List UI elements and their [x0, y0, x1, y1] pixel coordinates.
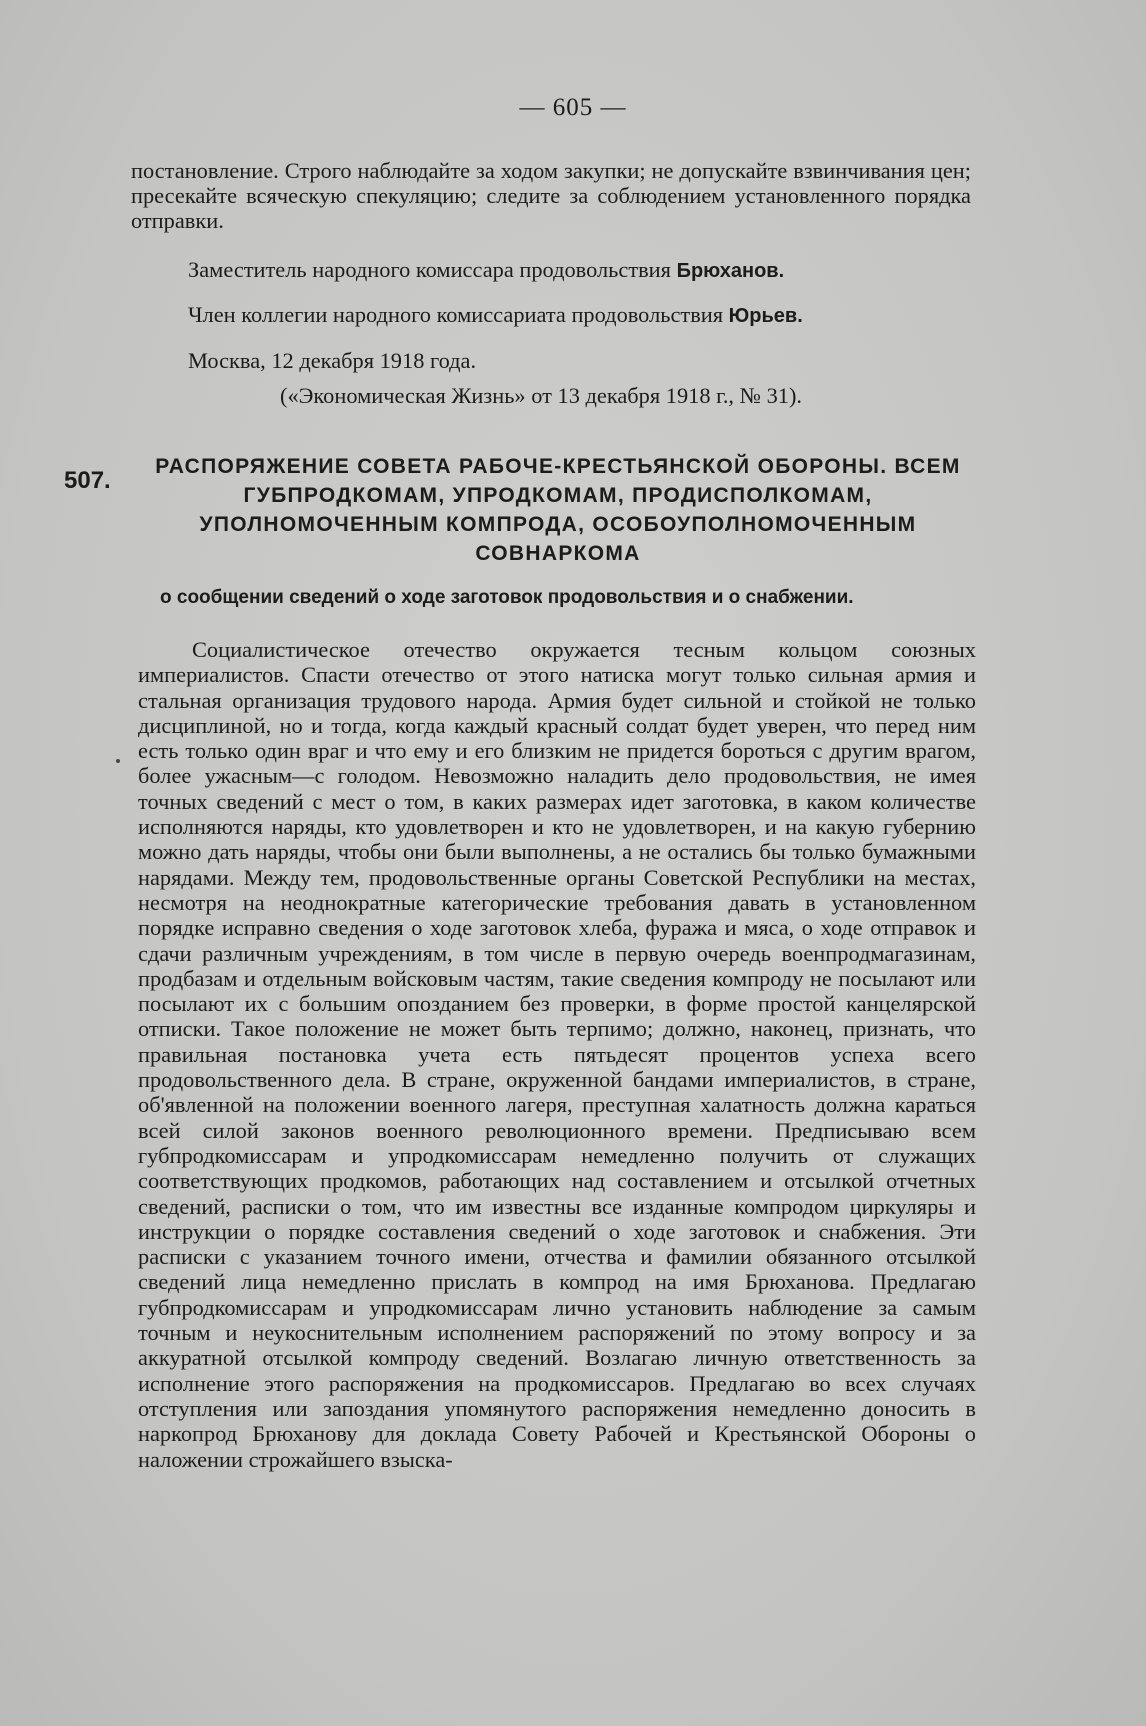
- signature-name: Брюханов.: [676, 260, 785, 282]
- signature-line-member: [188, 302, 803, 328]
- document-body: Социалистическое отечество окружается тесным кольцом союзных империалистов. Спасти отечество от этого натиска могут только сильная армия и стальная организация трудового народа. Армия будет сильной и стойкой не только дисциплиной, но и тогда, когда каждый красный солдат будет уверен, что перед ним есть только один враг и что ему и его близким не придется бороться с другим врагом, более ужасным—с голодом. Невозможно наладить дело продовольствия, не имея точных сведений с мест о том, в каких размерах идет заготовка, в каком количестве исполняются наряды, кто удовлетворен и кто не удовлетворен, и на какую губернию можно дать наряды, чтобы они были выполнены, а не остались бы только бумажными нарядами. Между тем, продовольственные органы Советской Республики на местах, несмотря на неоднократные категорические требования давать в установленном порядке исправно сведения о ходе заготовок хлеба, фуража и мяса, о ходе отправок и сдачи различным учреждениям, в том числе в первую очередь военпродмагазинам, продбазам и отдельным войсковым частям, такие сведения компроду не посылают или посылают их с большим опозданием без проверки, в форме простой канцелярской отписки. Такое положение не может быть терпимо; должно, наконец, признать, что правильная постановка учета есть пятьдесят процентов успеха всего продовольственного дела. В стране, окруженной бандами империалистов, в стране, об'явленной на положении военного лагеря, преступная халатность должна караться всей силой законов военного революционного времени. Предписываю всем губпродкомиссарам и упродкомиссарам немедленно получить от служащих соответствующих продкомов, работающих над составлением и отсылкой отчетных сведений, расписки о том, что им известны все изданные компродом циркуляры и инструкции о порядке составления сведений о ходе заготовок и снабжения. Эти расписки с указанием точного имени, отчества и фамилии обязанного отсылкой сведений лица немедленно прислать в компрод на имя Брюханова. Предлагаю губпродкомиссарам и упродкомиссарам лично установить наблюдение за самым точным и неукоснительным исполнением распоряжений по этому вопросу и за аккуратной отсылкой компроду сведений. Возлагаю личную ответственность за исполнение этого распоряжения на продкомиссаров. Предлагаю во всех случаях отступления или запоздания упомянутого распоряжения немедленно доносить в наркопрод Брюханову для доклада Совету Рабочей и Крестьянской Обороны о наложении строжайшего взыска-: [138, 637, 976, 1472]
- document-title: РАСПОРЯЖЕНИЕ СОВЕТА РАБОЧЕ-КРЕСТЬЯНСКОЙ ОБОРОНЫ. ВСЕМ ГУБПРОДКОМАМ, УПРОДКОМАМ, ПРОДИСПОЛКОМАМ, УПОЛНОМОЧЕННЫМ КОМПРОДА, ОСОБОУПОЛНОМОЧЕННЫМ СОВНАРКОМА: [155, 455, 961, 565]
- signature-role: Член коллегии народного комиссариата продовольствия: [188, 302, 724, 327]
- source-citation: («Экономическая Жизнь» от 13 декабря 1918 г., № 31).: [280, 383, 803, 408]
- signature-name: Юрьев.: [728, 305, 803, 327]
- intro-paragraph: постановление. Строго наблюдайте за ходом закупки; не допускайте взвинчивания цен; пресекайте всяческую спекуляцию; следите за соблюдением установленного порядка отправки.: [131, 158, 971, 233]
- signature-role: Заместитель народного комиссара продовольствия: [188, 257, 671, 282]
- page-number: — 605 —: [519, 94, 627, 121]
- place-date: Москва, 12 декабря 1918 года.: [188, 348, 477, 373]
- document-number: 507.: [64, 467, 111, 494]
- signature-line-deputy: [188, 257, 784, 283]
- document-subtitle: о сообщении сведений о ходе заготовок продовольствия и о снабжении.: [160, 587, 854, 608]
- print-speck: [116, 759, 120, 763]
